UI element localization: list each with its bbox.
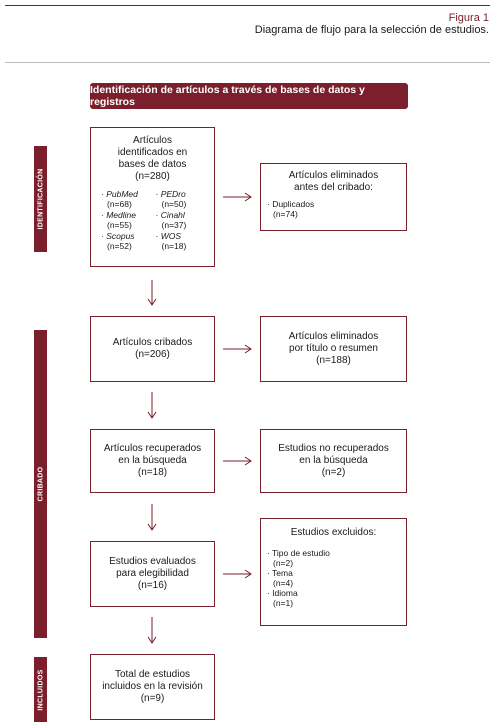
eligibility-line1: Estudios evaluados xyxy=(109,556,196,567)
identified-line3: bases de datos xyxy=(118,159,187,170)
exclusion-reason: · Idioma xyxy=(267,588,298,598)
removed-before-count: (n=74) xyxy=(273,209,298,219)
exclusion-reason: · Tema xyxy=(267,568,293,578)
exclusion-count: (n=4) xyxy=(273,578,294,588)
screened-count: (n=206) xyxy=(135,349,170,360)
exclusion-count: (n=1) xyxy=(273,598,294,608)
retrieved-line2: en la búsqueda xyxy=(118,455,187,466)
removed-title-count: (n=188) xyxy=(316,355,351,366)
excluded-title: Estudios excluidos: xyxy=(290,527,377,538)
eligibility-line2: para elegibilidad xyxy=(116,568,189,579)
identified-line2: identificados en xyxy=(117,147,188,158)
exclusion-count: (n=2) xyxy=(273,558,294,568)
database-item: · Medline (n=55) xyxy=(101,210,136,230)
not-retrieved-count: (n=2) xyxy=(321,467,346,478)
identified-line1: Artículos xyxy=(133,135,172,146)
exclusion-reason: · Tipo de estudio xyxy=(267,548,330,558)
retrieved-line1: Artículos recuperados xyxy=(103,443,202,454)
arrow-identified-to-removed xyxy=(223,193,251,201)
identified-count: (n=280) xyxy=(135,171,170,182)
identification-banner: Identificación de artículos a través de bases de datos y registros xyxy=(90,83,408,109)
arrow-screened-to-removed xyxy=(223,345,251,353)
figure-title: Diagrama de flujo para la selección de estudios. xyxy=(254,24,489,36)
database-item: · WOS (n=18) xyxy=(155,231,187,251)
included-line1: Total de estudios xyxy=(114,669,191,680)
arrow-retrieved-to-not-retrieved xyxy=(223,457,251,465)
included-line2: incluidos en la revisión xyxy=(102,681,203,692)
included-count: (n=9) xyxy=(140,693,165,704)
arrow-retrieved-to-eligibility xyxy=(148,504,156,530)
removed-before-line2: antes del cribado: xyxy=(294,182,373,193)
database-item: · PEDro (n=50) xyxy=(155,189,187,209)
arrow-eligibility-to-included xyxy=(148,617,156,643)
not-retrieved-line1: Estudios no recuperados xyxy=(278,443,389,454)
arrow-screened-to-retrieved xyxy=(148,392,156,418)
database-item: · Scopus (n=52) xyxy=(101,231,135,251)
arrow-identified-to-screened xyxy=(148,280,156,305)
phase-screening-label: CRIBADO xyxy=(37,466,44,502)
database-item: · Cinahl (n=37) xyxy=(155,210,187,230)
arrow-eligibility-to-excluded xyxy=(223,570,251,578)
removed-before-line1: Artículos eliminados xyxy=(288,170,379,181)
removed-before-item: · Duplicados xyxy=(267,199,315,209)
eligibility-count: (n=16) xyxy=(137,580,168,591)
phase-identification-label: IDENTIFICACIÓN xyxy=(37,168,44,230)
figure-label: Figura 1 xyxy=(448,12,489,24)
retrieved-count: (n=18) xyxy=(137,467,168,478)
database-item: · PubMed (n=68) xyxy=(101,189,138,209)
not-retrieved-line2: en la búsqueda xyxy=(299,455,368,466)
phase-included-label: INCLUIDOS xyxy=(37,668,44,711)
removed-title-line2: por título o resumen xyxy=(289,343,378,354)
removed-title-line1: Artículos eliminados xyxy=(288,331,379,342)
screened-line1: Artículos cribados xyxy=(112,337,193,348)
